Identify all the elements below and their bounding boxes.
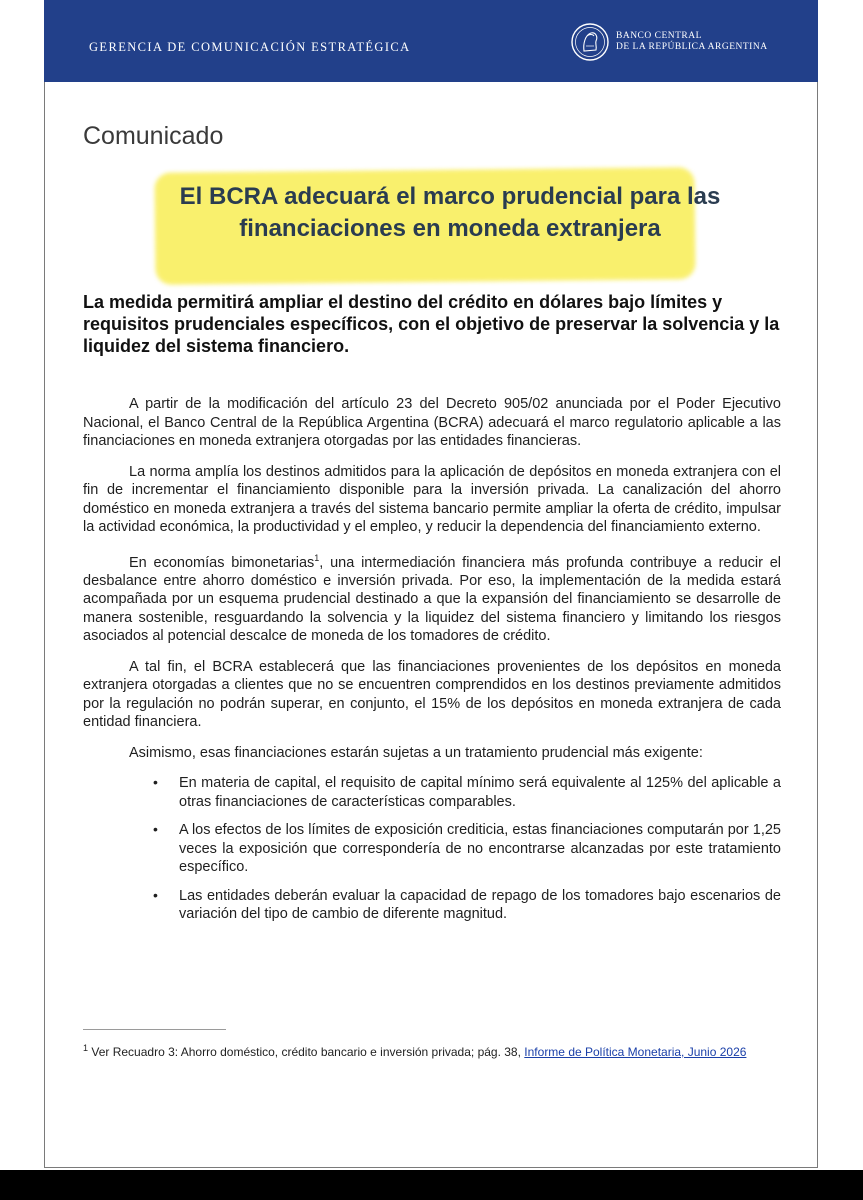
paragraph-3: En economías bimonetarias$^1$, una intermediación financiera más profunda contribuye a reducir el desbalance entre ahorro doméstico e inversión privada. Por eso, la implementación de la medida estará acompañada por un esquema prudencial destinado a que la expansión del financiamiento se desarrolle de manera sostenible, resguardando la solvencia y la liquidez del sistema financiero y limitando los riesgos asociados al potencial descalce de moneda de los tomadores de crédito. bbox=[83, 552, 781, 645]
list-item bbox=[83, 887, 781, 924]
footnote-text: Ver Recuadro 3: Ahorro doméstico, crédito bancario e inversión privada; pág. 38, bbox=[91, 1045, 521, 1059]
header-band bbox=[44, 0, 818, 82]
title-line-2: financiaciones en moneda extranjera bbox=[239, 215, 661, 242]
requirements-list bbox=[83, 774, 781, 924]
bullet-icon: • bbox=[153, 886, 158, 903]
paragraph-2: La norma amplía los destinos admitidos para la aplicación de depósitos en moneda extranjera con el fin de incrementar el financiamiento disponible para la inversión privada. La canalización del ahorro doméstico en moneda extranjera a través del sistema bancario permite ampliar la oferta de crédito, impulsar la actividad económica, la productividad y el empleo, y reducir la dependencia del financiamiento externo. bbox=[83, 463, 781, 535]
bcra-seal-icon bbox=[570, 22, 610, 62]
document-body bbox=[83, 395, 781, 934]
paragraph-3-lead: En economías bimonetarias bbox=[129, 554, 315, 571]
footnote-reference[interactable]: 1 bbox=[314, 552, 320, 563]
bullet-icon: • bbox=[153, 774, 158, 791]
list-item-text: Las entidades deberán evaluar la capacidad de repago de los tomadores bajo escenarios de variación del tipo de cambio de diferente magnitud. bbox=[179, 887, 781, 923]
document-title bbox=[140, 181, 760, 245]
list-item bbox=[83, 821, 781, 877]
bank-name bbox=[616, 31, 768, 53]
paragraph-1: A partir de la modificación del artículo 23 del Decreto 905/02 anunciada por el Poder Ejecutivo Nacional, el Banco Central de la República Argentina (BCRA) adecuará el marco regulatorio aplicable a las financiaciones en moneda extranjera otorgadas por las entidades financieras. bbox=[83, 396, 781, 449]
footnote-divider bbox=[83, 1029, 226, 1030]
list-item bbox=[83, 774, 781, 811]
bank-name-line2: DE LA REPÚBLICA ARGENTINA bbox=[616, 42, 768, 52]
bank-name-line1: BANCO CENTRAL bbox=[616, 31, 702, 41]
paragraph-5: Asimismo, esas financiaciones estarán sujetas a un tratamiento prudencial más exigente: bbox=[129, 744, 703, 761]
paragraph-3-text: una intermediación financiera más profunda contribuye a reducir el desbalance entre ahorro doméstico e inversión privada. Por eso, la implementación de la medida estará acompañada por un esquema prudencial destinado a que la expansión del financiamiento se desarrolle de manera sostenible, resguardando la solvencia y la liquidez del sistema financiero y limitando los riesgos asociados al potencial descalce de moneda de los tomadores de crédito. bbox=[83, 554, 781, 645]
bottom-bar bbox=[0, 1170, 863, 1200]
bullet-icon: • bbox=[153, 821, 158, 838]
monetary-policy-report-link[interactable]: Informe de Política Monetaria, Junio 2026 bbox=[524, 1045, 747, 1059]
document-subtitle: La medida permitirá ampliar el destino del crédito en dólares bajo límites y requisitos prudenciales específicos, con el objetivo de preservar la solvencia y la liquidez del sistema financiero. bbox=[83, 292, 780, 356]
footnote bbox=[83, 1041, 763, 1060]
list-item-text: En materia de capital, el requisito de capital mínimo será equivalente al 125% del aplicable a otras financiaciones de características comparables. bbox=[179, 775, 781, 810]
title-line-1: El BCRA adecuará el marco prudencial para las bbox=[179, 183, 721, 210]
list-item-text: A los efectos de los límites de exposición crediticia, estas financiaciones computarán por 1,25 veces la exposición que correspondería de no encontrarse alcanzadas por este tratamiento específico. bbox=[179, 822, 781, 876]
document-type-label: Comunicado bbox=[83, 122, 224, 150]
department-name: GERENCIA DE COMUNICACIÓN ESTRATÉGICA bbox=[89, 40, 411, 54]
paragraph-4: A tal fin, el BCRA establecerá que las financiaciones provenientes de los depósitos en moneda extranjera otorgadas a clientes que no se encuentren comprendidos en los destinos previamente admitidos por la regulación no podrán superar, en conjunto, el 15% de los depósitos en moneda extranjera de cada entidad financiera. bbox=[83, 658, 781, 731]
bank-logo bbox=[570, 22, 768, 62]
footnote-number: 1 bbox=[83, 1043, 89, 1053]
